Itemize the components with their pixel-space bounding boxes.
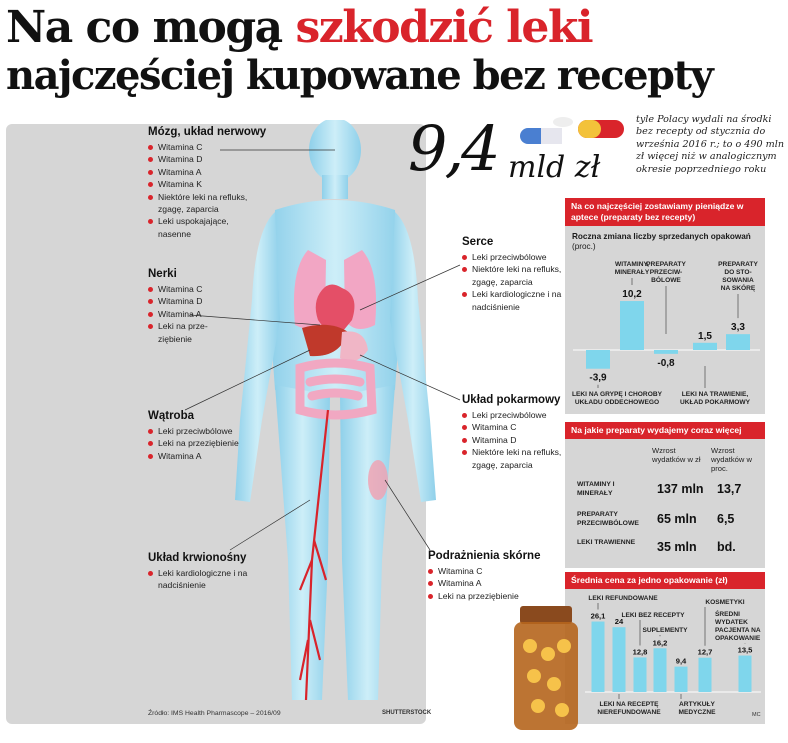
data-label: 13,5: [737, 645, 753, 655]
callout-list: [148, 425, 268, 462]
skin-irritation: [368, 460, 388, 500]
list-item: Witamina C: [428, 565, 548, 577]
list-item: Witamina C: [462, 421, 572, 433]
list-item: Witamina D: [148, 295, 248, 307]
category-label: ARTYKUŁY MEDYCZNE: [678, 701, 716, 716]
list-item: Witamina A: [148, 450, 268, 462]
source-note: Źródło: IMS Health Pharmascope – 2016/09: [148, 710, 281, 717]
table-row-label: LEKI TRAWIENNE: [577, 539, 636, 546]
bar: [726, 334, 750, 350]
data-label: 9,4: [675, 656, 687, 666]
bar: [634, 657, 647, 692]
data-label: 26,1: [590, 611, 606, 621]
callout-blood: [148, 552, 268, 592]
callout-title: Układ krwionośny: [148, 552, 247, 564]
data-label: 12,7: [697, 647, 713, 657]
list-item: Witamina A: [148, 308, 248, 320]
table-title: Na jakie preparaty wydajemy coraz więcej: [565, 422, 765, 439]
chart-3-svg: [565, 572, 765, 724]
bar: [654, 350, 678, 354]
callout-heart: [462, 236, 572, 313]
list-item: Niektóre leki na refluks, zgagę, zaparcia: [148, 191, 263, 216]
list-item: Leki kardiologiczne i na nadciśnienie: [148, 567, 253, 592]
table-cell-zl: 65 mln: [657, 512, 697, 526]
callout-title: Nerki: [148, 268, 177, 280]
category-label: LEKI REFUNDOWANE: [588, 595, 658, 602]
callout-kidneys: [148, 268, 248, 345]
table-cell-proc: 13,7: [717, 482, 742, 496]
callout-title: Wątroba: [148, 410, 194, 422]
callout-liver: [148, 410, 268, 462]
callout-list: [428, 565, 548, 602]
data-label: -0,8: [657, 357, 675, 369]
category-label: LEKI BEZ RECEPTY: [621, 612, 685, 619]
chart-1-title: Na co najczęściej zostawiamy pieniądze w aptece (preparaty bez recepty): [565, 198, 765, 226]
bar: [739, 656, 752, 692]
callout-skin: [428, 550, 548, 602]
table-cell-proc: bd.: [717, 540, 736, 554]
table-row-label: PREPARATY PRZECIWBÓLOWE: [577, 511, 639, 527]
callout-brain: [148, 126, 278, 240]
callout-title: Układ pokarmowy: [462, 394, 561, 406]
data-label: 10,2: [622, 289, 642, 301]
category-label: WITAMINY, MINERAŁY: [614, 261, 650, 276]
category-label: LEKI NA TRAWIENIE, UKŁAD POKARMOWY: [680, 391, 750, 406]
list-item: Witamina D: [462, 434, 572, 446]
bar: [586, 350, 610, 369]
callout-title: Mózg, układ nerwowy: [148, 126, 267, 138]
table-col-header-proc: Wzrost wydatków w proc.: [711, 446, 752, 473]
list-item: Leki przeciwbólowe: [462, 251, 572, 263]
data-label: -3,9: [589, 372, 607, 384]
list-item: Niektóre leki na refluks, zgagę, zaparcia: [462, 446, 567, 471]
data-label: 12,8: [632, 647, 648, 657]
list-item: Witamina C: [148, 283, 248, 295]
data-label: 24: [614, 617, 624, 627]
list-item: Niektóre leki na refluks, zgagę, zaparcia: [462, 263, 567, 288]
category-label: KOSMETYKI: [705, 599, 745, 606]
big-stat-description: tyle Polacy wydali na środki bez recepty od stycznia do września 2016 r.; to o 490 mln zł więcej niż w analogicznym okresie poprzedniego roku: [636, 114, 785, 175]
table-row-label: WITAMINY I MINERAŁY: [577, 481, 615, 497]
callout-list: [148, 567, 268, 592]
table-cell-zl: 137 mln: [657, 482, 704, 496]
headline-line-1: [6, 2, 592, 53]
bar: [620, 301, 644, 350]
list-item: Leki na przeziębienie: [148, 437, 268, 449]
pills-illustration: [518, 112, 628, 152]
category-label: PREPARATY PRZECIW-BÓLOWE: [646, 261, 686, 284]
bar: [675, 667, 688, 692]
bar: [693, 343, 717, 350]
headline-text: Na co mogą: [6, 2, 296, 53]
category-label: LEKI NA GRYPĘ I CHOROBY UKŁADU ODDECHOWEGO: [571, 391, 663, 406]
data-label: 3,3: [731, 322, 745, 334]
callout-title: Podrażnienia skórne: [428, 550, 541, 562]
list-item: Leki uspokajające, nasenne: [148, 215, 263, 240]
author-initials: MC: [752, 712, 761, 718]
list-item: Leki przeciwbólowe: [462, 409, 572, 421]
table-cell-proc: 6,5: [717, 512, 735, 526]
table-cell-zl: 35 mln: [657, 540, 697, 554]
big-stat-value: 9,4: [408, 112, 498, 185]
chart-1-subtitle: Roczna zmiana liczby sprzedanych opakowań: [572, 232, 751, 241]
bar: [699, 658, 712, 692]
callout-title: Serce: [462, 236, 494, 248]
bar: [654, 648, 667, 692]
list-item: Witamina D: [148, 153, 278, 165]
bar: [592, 622, 605, 692]
headline-line-2: najczęściej kupowane bez recepty: [6, 52, 713, 99]
table-col-header-zl: Wzrost wydatków w zł: [652, 446, 701, 464]
callout-list: [462, 251, 572, 313]
big-stat-unit: mld zł: [508, 150, 601, 185]
callout-list: [462, 409, 572, 471]
category-label: ŚREDNI WYDATEK PACJENTA NA OPAKOWANIE: [715, 611, 761, 642]
list-item: Leki na przeziębienie: [428, 590, 548, 602]
chart-1-svg: [565, 198, 765, 414]
category-label: SUPLEMENTY: [642, 627, 688, 634]
chart-3-title: Średnia cena za jedno opakowanie (zł): [565, 572, 765, 589]
callout-list: [148, 141, 278, 240]
list-item: Witamina C: [148, 141, 278, 153]
callout-digestive: [462, 394, 572, 471]
data-label: 1,5: [698, 330, 712, 342]
category-label: LEKI NA RECEPTĘ NIEREFUNDOWANE: [597, 701, 661, 716]
list-item: Witamina K: [148, 178, 278, 190]
callout-list: [148, 283, 248, 345]
list-item: Leki na prze-ziębienie: [148, 320, 218, 345]
photo-credit: SHUTTERSTOCK: [382, 710, 432, 716]
list-item: Leki kardiologiczne i na nadciśnienie: [462, 288, 567, 313]
headline-highlight: szkodzić leki: [295, 2, 593, 53]
category-label: PREPARATY DO STO-SOWANIA NA SKÓRĘ: [718, 261, 758, 292]
list-item: Leki przeciwbólowe: [148, 425, 268, 437]
list-item: Witamina A: [148, 166, 278, 178]
bar: [613, 627, 626, 692]
list-item: Witamina A: [428, 577, 548, 589]
data-label: 16,2: [652, 638, 668, 648]
chart-1-unit: (proc.): [572, 242, 596, 251]
